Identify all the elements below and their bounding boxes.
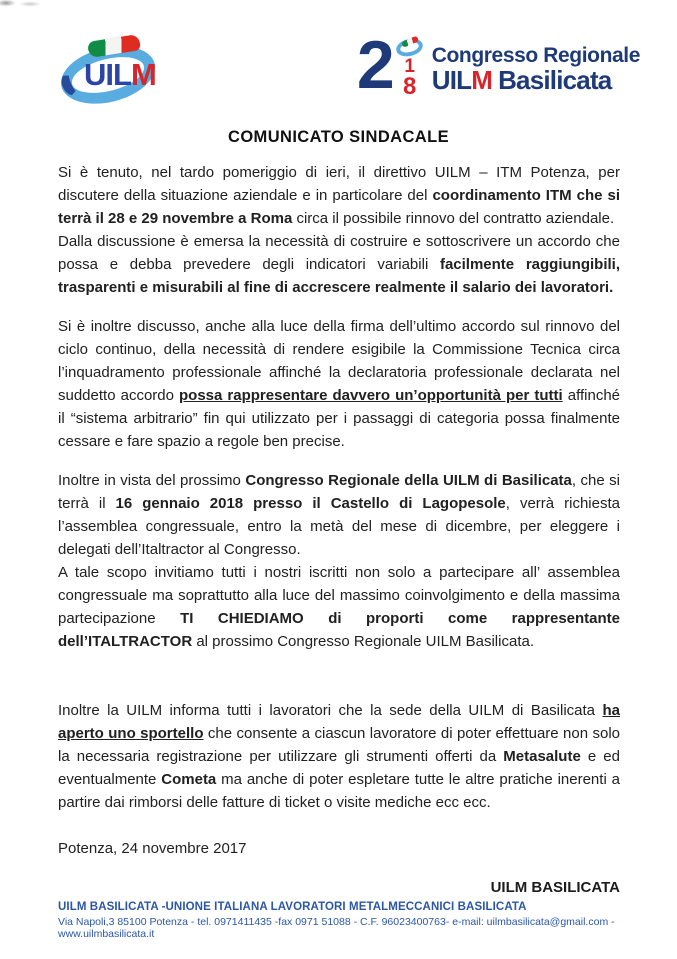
document-body xyxy=(58,161,620,814)
paragraph-3: Inoltre in vista del prossimo Congresso Regionale della UILM di Basilicata, che si terrà il 16 gennaio 2018 presso il Castello di Lagopesole, verrà richiesta l’assemblea congressuale, entro la metà del mese di dicembre, per eleggere i delegati dell’Italtractor al Congresso. A tale scopo invitiamo tutti i nostri iscritti non solo a partecipare all’ assemblea congressuale ma soprattutto alla luce del massimo coinvolgimento e della massima partecipazione TI CHIEDIAMO di proporti come rappresentante dell’ITALTRACTOR al prossimo Congresso Regionale UILM Basilicata. xyxy=(58,472,621,650)
date-line: Potenza, 24 novembre 2017 xyxy=(58,840,247,857)
congress-logo-m: M xyxy=(471,65,493,96)
paragraph-2: Si è inoltre discusso, anche alla luce della firma dell’ultimo accordo sul rinnovo del ciclo continuo, della necessità di rendere esigibile la Commissione Tecnica circa l’inquadramento professionale affinché la declaratoria professionale declarata nel suddetto accordo possa rappresentare davvero un’opportunità per tutti affinché il “sistema arbitrario” fin qui utilizzato per i passaggi di categoria possa finalmente cessare e fare spazio a regole ben precise. xyxy=(58,318,621,450)
uilm-logo xyxy=(58,36,188,116)
signature: UILM BASILICATA xyxy=(490,879,620,896)
paragraph-1: Si è tenuto, nel tardo pomeriggio di ieri, il direttivo UILM – ITM Potenza, per discutere della situazione aziendale e in particolare del coordinamento ITM che si terrà il 28 e 29 novembre a Roma circa il possibile rinnovo del contratto aziendale. Dalla discussione è emersa la necessità di costruire e sottoscrivere un accordo che possa e debba prevedere degli indicatori variabili facilmente raggiungibili, trasparenti e misurabili al fine di accrescere realmente il salario dei lavoratori. xyxy=(58,164,620,296)
logo-digits-column xyxy=(394,39,426,98)
logo-digit-8: 8 xyxy=(403,73,417,100)
uilm-wordmark xyxy=(84,57,156,93)
paragraph-4: Inoltre la UILM informa tutti i lavoratori che la sede della UILM di Basilicata ha aperto uno sportello che consente a ciascun lavoratore di poter effettuare non solo la necessaria registrazione per utilizzare gli strumenti offerti da Metasalute e ed eventualmente Cometa ma anche di poter espletare tutte le altre pratiche inerenti a partire dai rimborsi delle fatture di ticket o visite mediche ecc ecc. xyxy=(58,702,620,811)
congress-2018-logo xyxy=(356,27,640,103)
footer-website: www.uilmbasilicata.it xyxy=(58,928,155,940)
logo-digit-2: 2 xyxy=(356,27,393,103)
uilm-wordmark-uil: UIL xyxy=(84,57,131,92)
footer-org-name: UILM BASILICATA -UNIONE ITALIANA LAVORATORI METALMECCANICI BASILICATA xyxy=(58,901,527,913)
congress-logo-uil: UIL xyxy=(431,65,472,96)
uilm-wordmark-m: M xyxy=(130,57,156,92)
footer-contact-info: Via Napoli,3 85100 Potenza - tel. 0971411435 -fax 0971 51088 - C.F. 96023400763- e-mail: uilmbasilicata@gmail.com - xyxy=(58,916,615,928)
congress-logo-line2 xyxy=(432,67,640,94)
mini-flag-icon xyxy=(401,36,419,48)
document-header xyxy=(0,0,677,116)
congress-logo-line1: Congresso Regionale xyxy=(431,44,640,67)
congress-logo-region: Basilicata xyxy=(498,65,612,96)
document-footer xyxy=(58,901,647,940)
page-title: COMUNICATO SINDACALE xyxy=(228,128,449,146)
logo-digit-1: 1 xyxy=(404,56,415,77)
congress-logo-text xyxy=(432,45,640,94)
scan-artifact xyxy=(0,0,46,12)
mini-swirl-icon xyxy=(395,36,425,59)
